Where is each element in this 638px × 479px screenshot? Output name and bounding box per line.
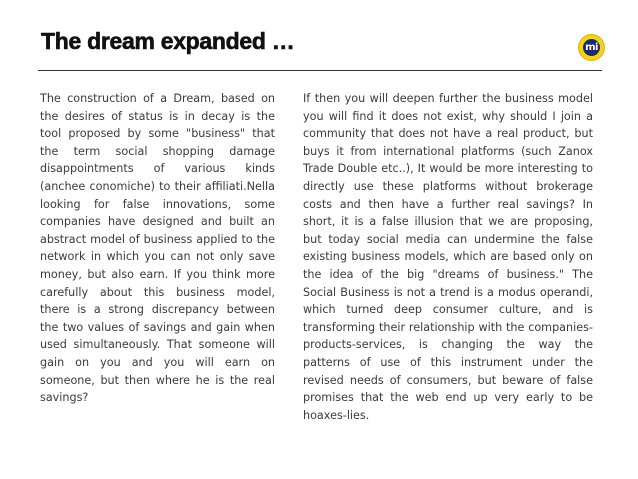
logo-icon [579, 35, 604, 60]
right-column-text: If then you will deepen further the business model you will find it does not exist, why should I join a community that does not have a real product, but buys it from international platforms (such Zanox Trade Double etc..), It would be more interesting to directly use these platforms without brokerage costs and then have a further real savings? In short, it is a false illusion that we are proposing, but today social media can undermine the false existing business models, which are based only on the idea of the big "dreams of business." The Social Business is not a trend is a modus operandi, which turned deep consumer culture, and is transforming their relationship with the companies-products-services, is changing the way the patterns of use of this instrument under the revised needs of consumers, but beware of false promises that the web end up very early to be hoaxes-lies. [303, 92, 593, 422]
logo-mark: mi [583, 39, 600, 56]
title-divider [38, 70, 602, 71]
slide-title: The dream expanded … [41, 28, 295, 54]
left-column-text: The construction of a Dream, based on the desires of status is in decay is the tool proposed by some "business" that the term social shopping damage disappointments of various kinds (anchee conomiche) to their affiliati.Nella looking for false innovations, some companies have designed and built an abstract model of business applied to the network in which you can not only save money, but also earn. If you think more carefully about this business model, there is a strong discrepancy between the two values of savings and gain when used simultaneously. That someone will gain on you and you will earn on someone, but then where he is the real savings? [40, 92, 275, 405]
